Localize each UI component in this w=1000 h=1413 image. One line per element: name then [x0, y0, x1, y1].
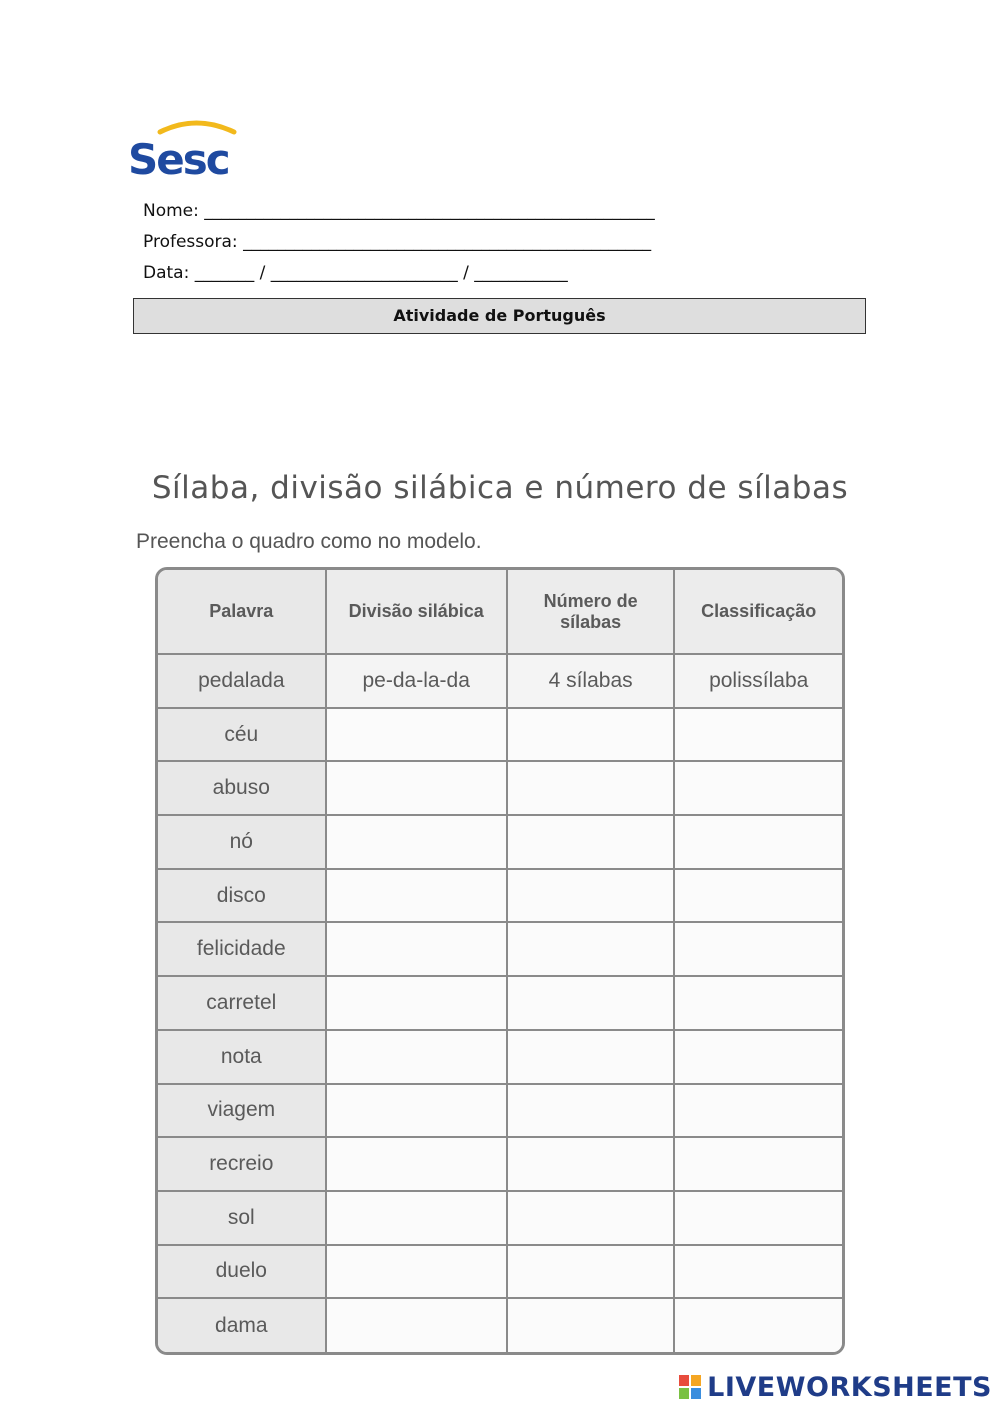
name-line[interactable]: Nome: _____________________________________________________ [143, 201, 655, 221]
liveworksheets-badge-icon [679, 1375, 701, 1399]
example-syllables: 4 sílabas [507, 654, 675, 708]
worksheet-instruction: Preencha o quadro como no modelo. [136, 530, 482, 553]
table-row [158, 1030, 842, 1084]
classification-answer-cell[interactable] [674, 1137, 842, 1191]
classification-answer-cell[interactable] [674, 1191, 842, 1245]
syllable-count-answer-cell[interactable] [507, 1245, 675, 1299]
word-cell: céu [158, 708, 326, 762]
sesc-logo-graphic [126, 118, 238, 180]
classification-answer-cell[interactable] [674, 869, 842, 923]
example-division: pe-da-la-da [326, 654, 507, 708]
division-answer-cell[interactable] [326, 1298, 507, 1352]
classification-answer-cell[interactable] [674, 1084, 842, 1138]
division-answer-cell[interactable] [326, 1137, 507, 1191]
division-answer-cell[interactable] [326, 708, 507, 762]
student-info-form [143, 196, 863, 289]
classification-answer-cell[interactable] [674, 1298, 842, 1352]
word-cell: disco [158, 869, 326, 923]
column-header-count: Número de sílabas [507, 570, 675, 654]
syllable-count-answer-cell[interactable] [507, 761, 675, 815]
syllable-count-answer-cell[interactable] [507, 1084, 675, 1138]
syllable-count-answer-cell[interactable] [507, 869, 675, 923]
word-cell: carretel [158, 976, 326, 1030]
table-row [158, 1245, 842, 1299]
classification-answer-cell[interactable] [674, 761, 842, 815]
table-row [158, 976, 842, 1030]
table-row [158, 922, 842, 976]
word-cell: recreio [158, 1137, 326, 1191]
teacher-line[interactable]: Professora: ________________________________________________ [143, 232, 652, 252]
syllable-count-answer-cell[interactable] [507, 1137, 675, 1191]
word-cell: nota [158, 1030, 326, 1084]
syllable-count-answer-cell[interactable] [507, 1298, 675, 1352]
worksheet-title: Sílaba, divisão silábica e número de sílabas [151, 470, 849, 506]
table-row [158, 1137, 842, 1191]
word-cell: felicidade [158, 922, 326, 976]
liveworksheets-brand: LIVEWORKSHEETS [707, 1371, 992, 1403]
column-header-division: Divisão silábica [326, 570, 507, 654]
table-row [158, 869, 842, 923]
classification-answer-cell[interactable] [674, 922, 842, 976]
division-answer-cell[interactable] [326, 1245, 507, 1299]
svg-text:Sesc: Sesc [128, 135, 229, 180]
division-answer-cell[interactable] [326, 976, 507, 1030]
table-row [158, 761, 842, 815]
syllable-table [155, 567, 845, 1355]
syllable-count-answer-cell[interactable] [507, 815, 675, 869]
column-header-classification: Classificação [674, 570, 842, 654]
classification-answer-cell[interactable] [674, 708, 842, 762]
division-answer-cell[interactable] [326, 1084, 507, 1138]
division-answer-cell[interactable] [326, 1191, 507, 1245]
syllable-count-answer-cell[interactable] [507, 1191, 675, 1245]
word-cell: dama [158, 1298, 326, 1352]
word-cell: nó [158, 815, 326, 869]
division-answer-cell[interactable] [326, 815, 507, 869]
classification-answer-cell[interactable] [674, 815, 842, 869]
table-row [158, 708, 842, 762]
example-row [158, 654, 842, 708]
example-word: pedalada [158, 654, 326, 708]
liveworksheets-logo [679, 1369, 992, 1405]
activity-banner: Atividade de Português [133, 298, 866, 334]
division-answer-cell[interactable] [326, 922, 507, 976]
classification-answer-cell[interactable] [674, 1030, 842, 1084]
word-cell: sol [158, 1191, 326, 1245]
division-answer-cell[interactable] [326, 1030, 507, 1084]
word-cell: viagem [158, 1084, 326, 1138]
table-row [158, 815, 842, 869]
word-cell: duelo [158, 1245, 326, 1299]
division-answer-cell[interactable] [326, 869, 507, 923]
column-header-word: Palavra [158, 570, 326, 654]
syllable-count-answer-cell[interactable] [507, 976, 675, 1030]
syllable-count-answer-cell[interactable] [507, 922, 675, 976]
table-row [158, 1298, 842, 1352]
table-header-row [158, 570, 842, 654]
table-row [158, 1191, 842, 1245]
table-row [158, 1084, 842, 1138]
syllable-count-answer-cell[interactable] [507, 708, 675, 762]
word-cell: abuso [158, 761, 326, 815]
classification-answer-cell[interactable] [674, 976, 842, 1030]
division-answer-cell[interactable] [326, 761, 507, 815]
syllable-count-answer-cell[interactable] [507, 1030, 675, 1084]
date-line[interactable]: Data: _______ / ______________________ / ___________ [143, 263, 568, 283]
classification-answer-cell[interactable] [674, 1245, 842, 1299]
example-classification: polissílaba [674, 654, 842, 708]
sesc-logo [126, 118, 238, 180]
